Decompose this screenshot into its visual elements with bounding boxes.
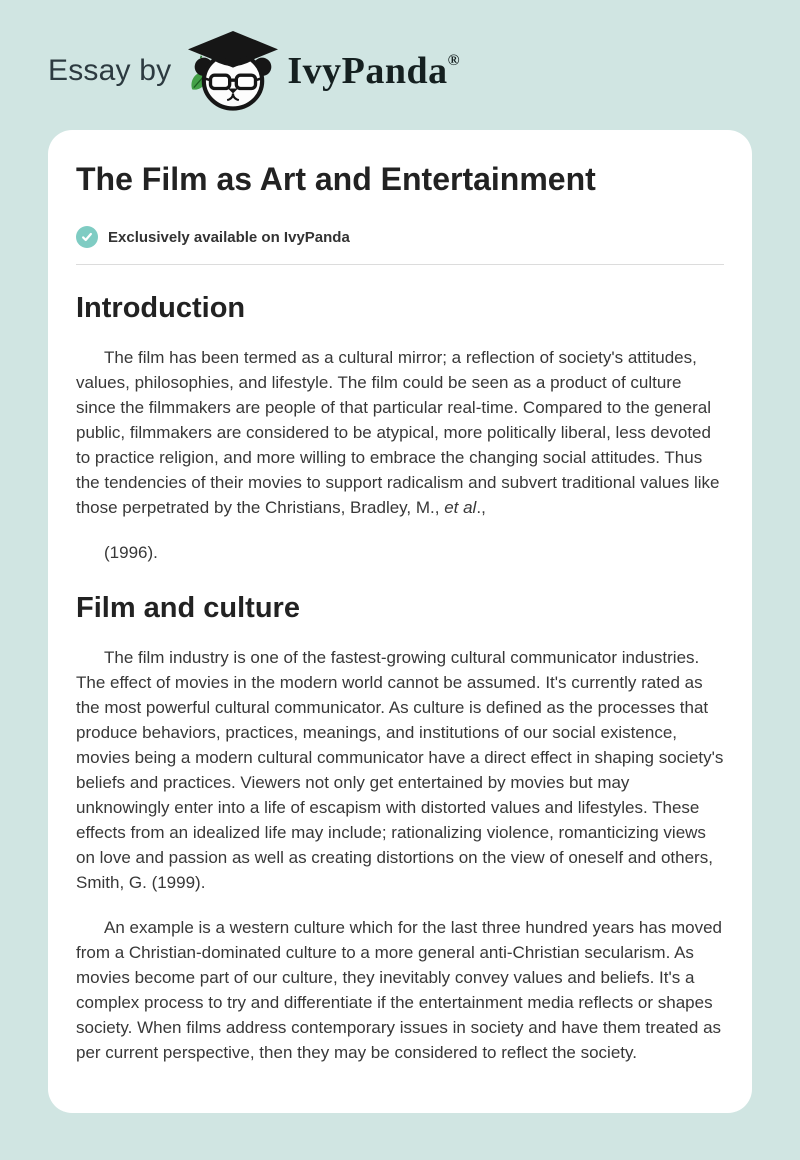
essay-by-label: Essay by (48, 54, 172, 87)
brand-name: IvyPanda® (287, 50, 461, 92)
check-circle-icon (76, 226, 98, 248)
intro-paragraph-1 (76, 345, 724, 520)
page-header (0, 0, 800, 114)
film-culture-paragraph-2: An example is a western culture which for the last three hundred years has moved from a Christian-dominated culture to a more general anti-Christian secularism. As movies become part of our culture, they inevitably convey values and beliefs. It's a complex process to try and differentiate if the entertainment media reflects or shapes society. When films address contemporary issues in society and have them treated as per current perspective, then they may be considered to reflect the society. (76, 918, 722, 1062)
panda-graduate-logo-icon (171, 29, 287, 113)
film-culture-paragraph-1: The film industry is one of the fastest-growing cultural communicator industries. The effect of movies in the modern world cannot be assumed. It's currently rated as the most powerful cultural communicator. As culture is defined as the processes that produce behaviors, practices, meanings, and institutions of our social existence, movies being a modern cultural communicator have a direct effect in shaping society's beliefs and practices. Viewers not only get entertained by movies but may unknowingly enter into a life of escapism with distorted values and lifestyles. These effects from an idealized life may include; rationalizing violence, romanticizing views on love and passion as well as creating distortions on the view of oneself and others, Smith, G. (1999). (76, 648, 724, 892)
section-heading-introduction: Introduction (76, 292, 246, 324)
essay-card (48, 130, 752, 1113)
intro-paragraph-1-citation: et al (444, 498, 477, 517)
registered-mark: ® (447, 52, 461, 69)
intro-paragraph-1-tail: ., (476, 498, 486, 517)
section-heading-film-and-culture: Film and culture (76, 592, 300, 624)
page-title: The Film as Art and Entertainment (76, 161, 596, 197)
availability-row (76, 226, 724, 248)
intro-paragraph-1-text: The film has been termed as a cultural mirror; a reflection of society's attitudes, values, philosophies, and lifestyle. The film could be seen as a product of culture since the filmmakers are people of that particular real-time. Compared to the general public, filmmakers are considered to be atypical, more politically liberal, less devoted to practice religion, and more willing to embrace the changing social attitudes. Thus the tendencies of their movies to support radicalism and subvert traditional values like those perpetrated by the Christians, Bradley, M., (76, 348, 720, 517)
availability-label: Exclusively available on IvyPanda (108, 228, 350, 246)
intro-paragraph-2: (1996). (104, 543, 158, 562)
divider (76, 264, 724, 265)
